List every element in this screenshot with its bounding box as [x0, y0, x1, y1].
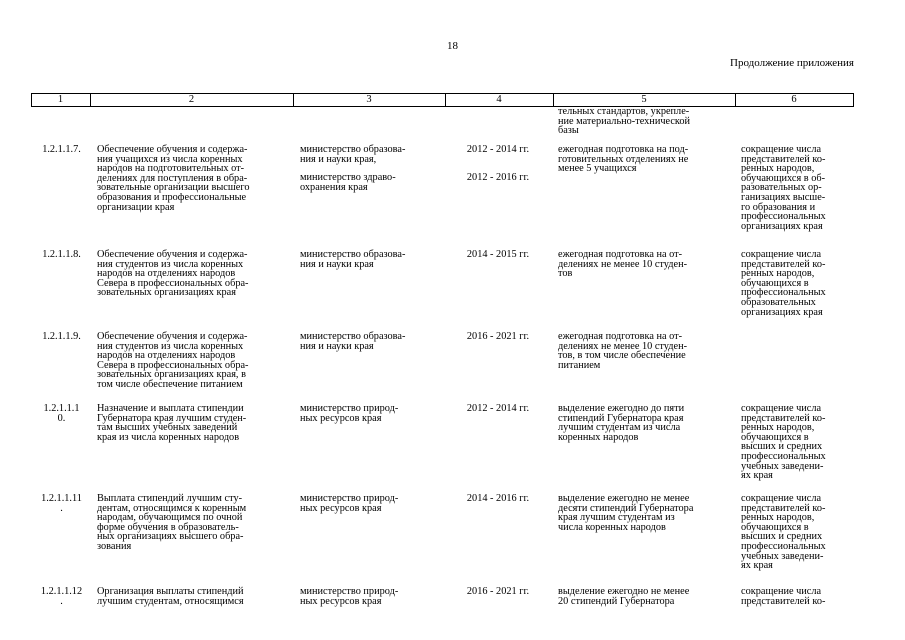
- row-expected-result: ежегодная подготовка на от- делениях не менее 10 студен- тов: [558, 249, 688, 280]
- row-period: 2016 - 2021 гг.: [466, 586, 530, 597]
- row-period: 2016 - 2021 гг.: [466, 331, 530, 342]
- row-expected-result: выделение ежегодно не менее 20 стипендий Губернатора: [558, 586, 690, 607]
- column-header-6: 6: [791, 94, 797, 105]
- row-number: 1.2.1.1.9.: [42, 331, 81, 342]
- row-executor: министерство природ- ных ресурсов края: [300, 493, 399, 514]
- column-header-5: 5: [641, 94, 647, 105]
- carryover-cell-outcome: тельных стандартов, укрепле- ние материально-технической базы: [558, 106, 691, 137]
- row-number: 1.2.1.1.7.: [42, 144, 81, 155]
- row-period: 2014 - 2016 гг.: [466, 493, 530, 504]
- row-activity: Обеспечение обучения и содержа- ния учащихся из числа коренных народов на подготовительных от- делениях для поступления в обра- зовательные организации высшего образования и профессиональные организации края: [97, 144, 250, 213]
- row-executor: министерство природ- ных ресурсов края: [300, 403, 399, 424]
- row-period: 2012 - 2014 гг.: [466, 403, 530, 414]
- row-impact: сокращение числа представителей ко-: [741, 586, 826, 607]
- row-activity: Обеспечение обучения и содержа- ния студентов из числа коренных народов на отделениях народов Севера в профессиональных обра- зовательных организациях края: [97, 249, 249, 299]
- row-executor: министерство образова- ния и науки края: [300, 249, 406, 270]
- page-number: 18: [447, 40, 458, 52]
- column-header-1: 1: [57, 94, 64, 105]
- row-expected-result: выделение ежегодно до пяти стипендий Губернатора края лучшим студентам из числа коренных народов: [558, 403, 685, 443]
- row-expected-result: выделение ежегодно не менее десяти стипендий Губернатора края лучшим студентам из числа коренных народов: [558, 493, 694, 533]
- row-activity: Обеспечение обучения и содержа- ния студентов из числа коренных народов на отделениях народов Севера в профессиональных обра- зовательных организациях края, в том числе обеспечение питанием: [97, 331, 249, 390]
- row-executor: министерство образова- ния и науки края: [300, 331, 406, 352]
- column-header-4: 4: [496, 94, 502, 105]
- row-activity: Выплата стипендий лучшим сту- дентам, относящимся к коренным народам, обучающимся по очной форме обучения в образователь- ных организациях высшего обра- зования: [97, 493, 247, 552]
- row-impact: сокращение числа представителей ко- ренных народов, обучающихся в профессиональных образовательных организациях края: [741, 249, 826, 318]
- row-period: 2012 - 2014 гг.: [466, 144, 530, 155]
- row-number: 1.2.1.1.12 .: [40, 586, 83, 607]
- row-number: 1.2.1.1.1 0.: [43, 403, 80, 424]
- row-activity: Назначение и выплата стипендии Губернатора края лучшим студен- там высших учебных заведений края из числа коренных народов: [97, 403, 247, 443]
- row-impact: сокращение числа представителей ко- ренных народов, обучающихся в об- разовательных ор- ганизациях высше- го образования и профессиональных организациях края: [741, 144, 826, 232]
- row-impact: сокращение числа представителей ко- ренных народов, обучающихся в высших и средних профессиональных учебных заведени- ях края: [741, 493, 826, 572]
- row-expected-result: ежегодная подготовка на под- готовительных отделениях не менее 5 учащихся: [558, 144, 689, 175]
- row-period-secondary: 2012 - 2016 гг.: [466, 172, 530, 183]
- table-header-row: [31, 93, 854, 107]
- row-expected-result: ежегодная подготовка на от- делениях не менее 10 студен- тов, в том числе обеспечение питанием: [558, 331, 688, 371]
- row-number: 1.2.1.1.11 .: [41, 493, 82, 514]
- row-activity: Организация выплаты стипендий лучшим студентам, относящимся: [97, 586, 244, 607]
- column-header-3: 3: [366, 94, 372, 105]
- column-header-2: 2: [188, 94, 195, 105]
- row-executor: министерство природ- ных ресурсов края: [300, 586, 399, 607]
- row-period: 2014 - 2015 гг.: [466, 249, 530, 260]
- row-executor: министерство образова- ния и науки края,: [300, 144, 406, 165]
- continuation-label: Продолжение приложения: [730, 57, 854, 69]
- row-number: 1.2.1.1.8.: [42, 249, 81, 260]
- row-executor-secondary: министерство здраво- охранения края: [300, 172, 396, 193]
- row-impact: сокращение числа представителей ко- ренных народов, обучающихся в высших и средних профессиональных учебных заведени- ях края: [741, 403, 826, 482]
